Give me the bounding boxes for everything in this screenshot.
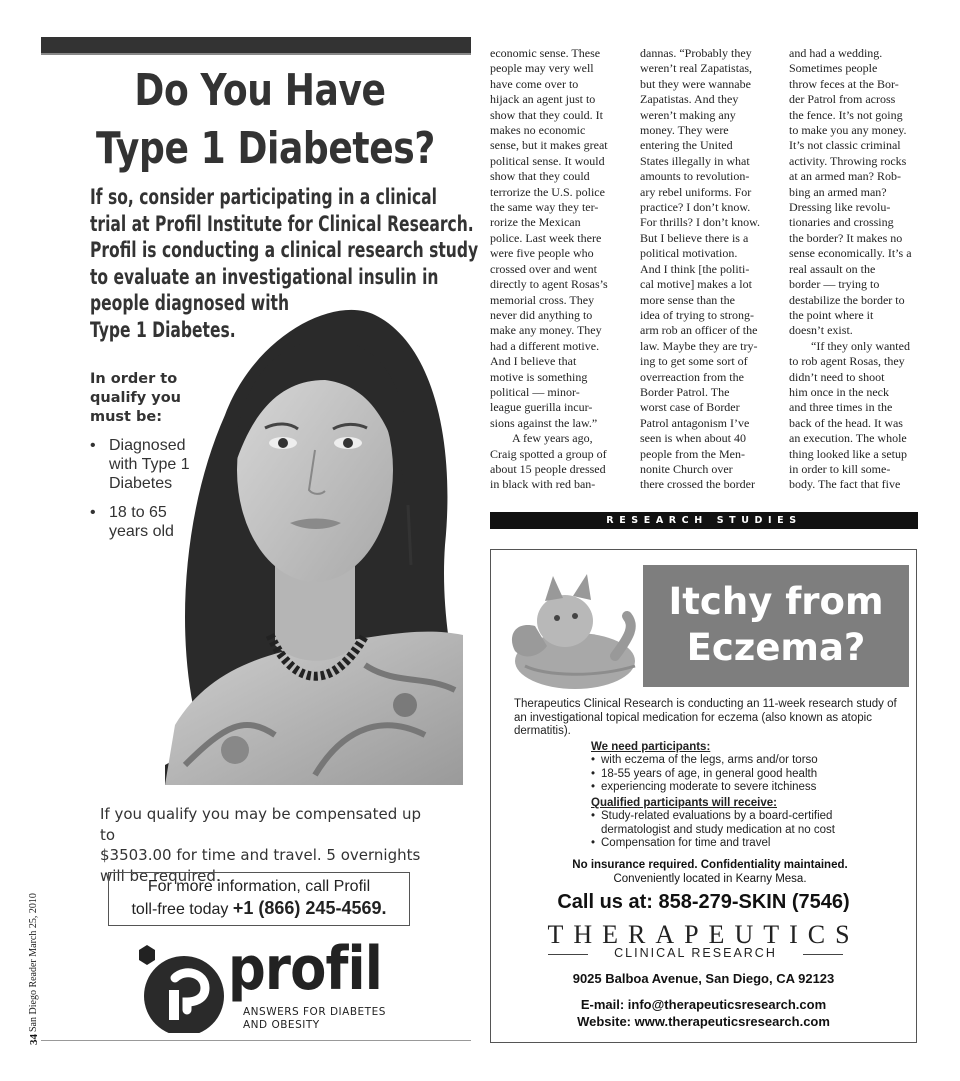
profil-phone-link[interactable]: +1 (866) 245-4569. bbox=[232, 898, 387, 918]
section-header-research-studies: RESEARCH STUDIES bbox=[490, 512, 918, 529]
page-spine bbox=[8, 890, 38, 1050]
article-line: economic sense. These bbox=[490, 46, 601, 60]
article-line: league guerilla incur- bbox=[490, 400, 593, 415]
article-line: Craig spotted a group of bbox=[490, 446, 607, 461]
article-line: doesn’t exist. bbox=[789, 323, 853, 338]
needs-item: • 18-55 years of age, in general good health bbox=[591, 768, 891, 781]
article-line: Dressing like revolu- bbox=[789, 200, 891, 215]
article-line: hijack an agent just to bbox=[490, 92, 596, 107]
article-line: makes no economic bbox=[490, 123, 586, 138]
profil-tagline bbox=[243, 1006, 393, 1032]
therapeutics-logo-name: THERAPEUTICS bbox=[547, 920, 860, 949]
article-line: tionaries and crossing bbox=[789, 215, 894, 230]
benefits-item: • Study-related evaluations by a board-certified bbox=[591, 810, 891, 823]
qualify-heading-line: In order to bbox=[90, 371, 178, 387]
article-line: have come over to bbox=[490, 76, 579, 91]
article-line: and three times in the bbox=[789, 400, 893, 415]
intro-line: trial at Profil Institute for Clinical Research. bbox=[90, 211, 474, 236]
article-line: show that they could bbox=[490, 169, 590, 184]
article-line: ing to get some sort of bbox=[640, 354, 748, 369]
qualify-heading bbox=[90, 370, 200, 427]
info-line: For more information, call Profil bbox=[147, 878, 371, 895]
article-line: Border Patrol. The bbox=[640, 384, 730, 399]
eczema-headline-line: Eczema? bbox=[686, 626, 866, 669]
needs-item: • experiencing moderate to severe itchiness bbox=[591, 781, 891, 794]
article-line: States illegally in what bbox=[640, 153, 750, 168]
article-line: sense economically. It’s a bbox=[789, 246, 912, 261]
article-line: “If they only wanted bbox=[811, 338, 910, 353]
article-line: political — minor- bbox=[490, 384, 580, 399]
participant-benefits-list bbox=[591, 797, 891, 850]
article-line: seen is when about 40 bbox=[640, 431, 746, 446]
compensation-line: will be required. bbox=[100, 866, 221, 885]
article-line: crossed over and went bbox=[490, 261, 597, 276]
article-line: in order to kill some- bbox=[789, 461, 891, 476]
profil-ad-headline bbox=[96, 62, 435, 178]
article-line: der Patrol from across bbox=[789, 92, 896, 107]
article-line: border — trying to bbox=[789, 277, 880, 292]
info-call-prefix: toll-free today bbox=[131, 901, 233, 918]
tagline-line: ANSWERS FOR DIABETES bbox=[243, 1006, 386, 1018]
article-line: motive is something bbox=[490, 369, 588, 384]
article-line: about 15 people dressed bbox=[490, 461, 606, 476]
article-line: directly to agent Rosas’s bbox=[490, 277, 608, 292]
article-line: entering the United bbox=[640, 138, 733, 153]
article-line: idea of trying to strong- bbox=[640, 307, 754, 322]
article-line: rorize the Mexican bbox=[490, 215, 581, 230]
article-line: arm rob an officer of the bbox=[640, 323, 758, 338]
location-note: Conveniently located in Kearny Mesa. bbox=[613, 873, 807, 885]
article-line: the point where it bbox=[789, 307, 874, 322]
compensation-line: If you qualify you may be compensated up to bbox=[100, 805, 422, 844]
qualify-list bbox=[90, 436, 205, 551]
article-line: and had a wedding. bbox=[789, 46, 883, 60]
article-line: amounts to revolution- bbox=[640, 169, 750, 184]
qualify-line: • Diagnosed bbox=[109, 437, 186, 454]
article-line: memorial cross. They bbox=[490, 292, 595, 307]
benefits-heading: Qualified participants will receive: bbox=[591, 797, 777, 809]
article-line: make any money. They bbox=[490, 323, 602, 338]
article-line: an execution. The whole bbox=[789, 431, 907, 446]
call-phone-number[interactable]: Call us at: 858-279-SKIN (7546) bbox=[557, 891, 850, 913]
article-line: And I believe that bbox=[490, 354, 577, 369]
benefits-item-continued: dermatologist and study medication at no cost bbox=[601, 823, 835, 836]
article-line: destabilize the border to bbox=[789, 292, 905, 307]
tagline-line: AND OBESITY bbox=[243, 1019, 320, 1031]
article-line: sense, but it makes great bbox=[490, 138, 608, 153]
profil-headline-line-2: Type 1 Diabetes? bbox=[96, 123, 435, 174]
article-line: people from the Men- bbox=[640, 446, 745, 461]
article-column-1 bbox=[490, 46, 621, 493]
needs-heading: We need participants: bbox=[591, 741, 711, 753]
article-line: worst case of Border bbox=[640, 400, 740, 415]
article-line: political motivation. bbox=[640, 246, 738, 261]
article-line: Sometimes people bbox=[789, 61, 878, 76]
eczema-headline-line: Itchy from bbox=[668, 580, 884, 623]
eczema-intro-text: Therapeutics Clinical Research is conducting an 11-week research study of an investigational topical medication for eczema (also known as atopic dermatitis). bbox=[514, 698, 897, 737]
article-line: the same way they ter- bbox=[490, 200, 599, 215]
qualify-line: Diabetes bbox=[109, 475, 173, 492]
article-line: to rob agent Rosas, they bbox=[789, 354, 905, 369]
article-line: activity. Throwing rocks bbox=[789, 153, 907, 168]
article-line: nonite Church over bbox=[640, 461, 733, 476]
article-line: overreaction from the bbox=[640, 369, 744, 384]
profil-headline-line-1: Do You Have bbox=[134, 65, 386, 116]
article-line: more sense than the bbox=[640, 292, 735, 307]
qualify-item-age bbox=[90, 503, 205, 541]
article-line: show that they could. It bbox=[490, 107, 603, 122]
no-insurance-note: No insurance required. Confidentiality maintained. bbox=[572, 859, 848, 871]
article-line: It’s not classic criminal bbox=[789, 138, 901, 153]
article-line: Zapatistas. And they bbox=[640, 92, 739, 107]
article-line: to make you any money. bbox=[789, 123, 907, 138]
intro-line: to evaluate an investigational insulin in bbox=[90, 264, 439, 289]
intro-line: If so, consider participating in a clinical bbox=[90, 185, 437, 209]
benefits-item: • Compensation for time and travel bbox=[591, 837, 891, 850]
article-line: had a different motive. bbox=[490, 338, 600, 353]
therapeutics-logo-subtitle bbox=[548, 946, 843, 962]
participant-needs-list bbox=[591, 741, 891, 794]
page-number: 34 bbox=[28, 1034, 40, 1045]
qualify-line: • 18 to 65 bbox=[109, 504, 167, 521]
article-column-3 bbox=[789, 46, 920, 493]
needs-item: • with eczema of the legs, arms and/or torso bbox=[591, 754, 891, 767]
article-line: But I believe there is a bbox=[640, 230, 749, 245]
info-line-call bbox=[109, 898, 409, 919]
article-line: political sense. It would bbox=[490, 153, 605, 168]
kitten-scratching-image bbox=[495, 566, 643, 692]
profil-ad-top-bar bbox=[41, 37, 471, 55]
article-line: the fence. It’s not going bbox=[789, 107, 903, 122]
article-line: cal motive] makes a lot bbox=[640, 277, 752, 292]
article-line: never did anything to bbox=[490, 307, 593, 322]
article-line: in black with red ban- bbox=[490, 477, 596, 492]
company-address: 9025 Balboa Avenue, San Diego, CA 92123 bbox=[572, 971, 835, 986]
article-line: And I think [the politi- bbox=[640, 261, 750, 276]
article-line: ary rebel uniforms. For bbox=[640, 184, 752, 199]
article-line: him once in the neck bbox=[789, 384, 889, 399]
article-line: there crossed the border bbox=[640, 477, 755, 492]
article-line: sions against the law.” bbox=[490, 415, 598, 430]
article-line: weren’t making any bbox=[640, 107, 736, 122]
article-line: money. They were bbox=[640, 123, 729, 138]
article-line: were five people who bbox=[490, 246, 594, 261]
article-line: A few years ago, bbox=[512, 431, 593, 446]
profil-intro-text bbox=[90, 184, 479, 343]
website-link[interactable]: Website: www.therapeuticsresearch.com bbox=[577, 1014, 830, 1029]
woman-portrait-image bbox=[165, 295, 463, 785]
article-line: the border? It makes no bbox=[789, 230, 903, 245]
article-column-2 bbox=[640, 46, 771, 493]
contact-info-box bbox=[108, 872, 410, 926]
qualify-heading-line: qualify you bbox=[90, 390, 181, 406]
article-line: thing looked like a setup bbox=[789, 446, 907, 461]
intro-line: people diagnosed with bbox=[90, 291, 290, 315]
article-line: terrorize the U.S. police bbox=[490, 184, 605, 199]
article-line: practice? I don’t know. bbox=[640, 200, 751, 215]
compensation-line: $3503.00 for time and travel. 5 overnights bbox=[100, 846, 421, 864]
article-line: real assault on the bbox=[789, 261, 876, 276]
eczema-headline bbox=[643, 565, 909, 687]
intro-line: Type 1 Diabetes. bbox=[90, 317, 236, 342]
email-link[interactable]: E-mail: info@therapeuticsresearch.com bbox=[580, 997, 827, 1012]
article-line: people may very well bbox=[490, 61, 594, 76]
article-line: didn’t need to shoot bbox=[789, 369, 885, 384]
article-line: Patrol antagonism I’ve bbox=[640, 415, 750, 430]
article-line: body. The fact that five bbox=[789, 477, 901, 492]
qualify-line: with Type 1 bbox=[109, 456, 190, 473]
article-line: bing an armed man? bbox=[789, 184, 887, 199]
intro-line: Profil is conducting a clinical research study bbox=[90, 238, 479, 262]
article-line: police. Last week there bbox=[490, 230, 602, 245]
article-line: at an armed man? Rob- bbox=[789, 169, 901, 184]
bottom-rule bbox=[41, 1040, 471, 1041]
therapeutics-subtitle-text: CLINICAL RESEARCH bbox=[614, 946, 777, 960]
article-line: but they were wannabe bbox=[640, 76, 751, 91]
article-line: back of the head. It was bbox=[789, 415, 903, 430]
profil-wordmark: profil bbox=[228, 934, 382, 1004]
article-line: weren’t real Zapatistas, bbox=[640, 61, 753, 76]
article-line: For thrills? I don’t know. bbox=[640, 215, 760, 230]
article-line: law. Maybe they are try- bbox=[640, 338, 758, 353]
publication-dateline: San Diego Reader March 25, 2010 bbox=[28, 893, 39, 1032]
qualify-line: years old bbox=[109, 523, 174, 540]
article-line: dannas. “Probably they bbox=[640, 46, 752, 60]
qualify-item-diagnosis bbox=[90, 436, 205, 493]
article-line: throw feces at the Bor- bbox=[789, 76, 899, 91]
qualify-heading-line: must be: bbox=[90, 409, 163, 425]
